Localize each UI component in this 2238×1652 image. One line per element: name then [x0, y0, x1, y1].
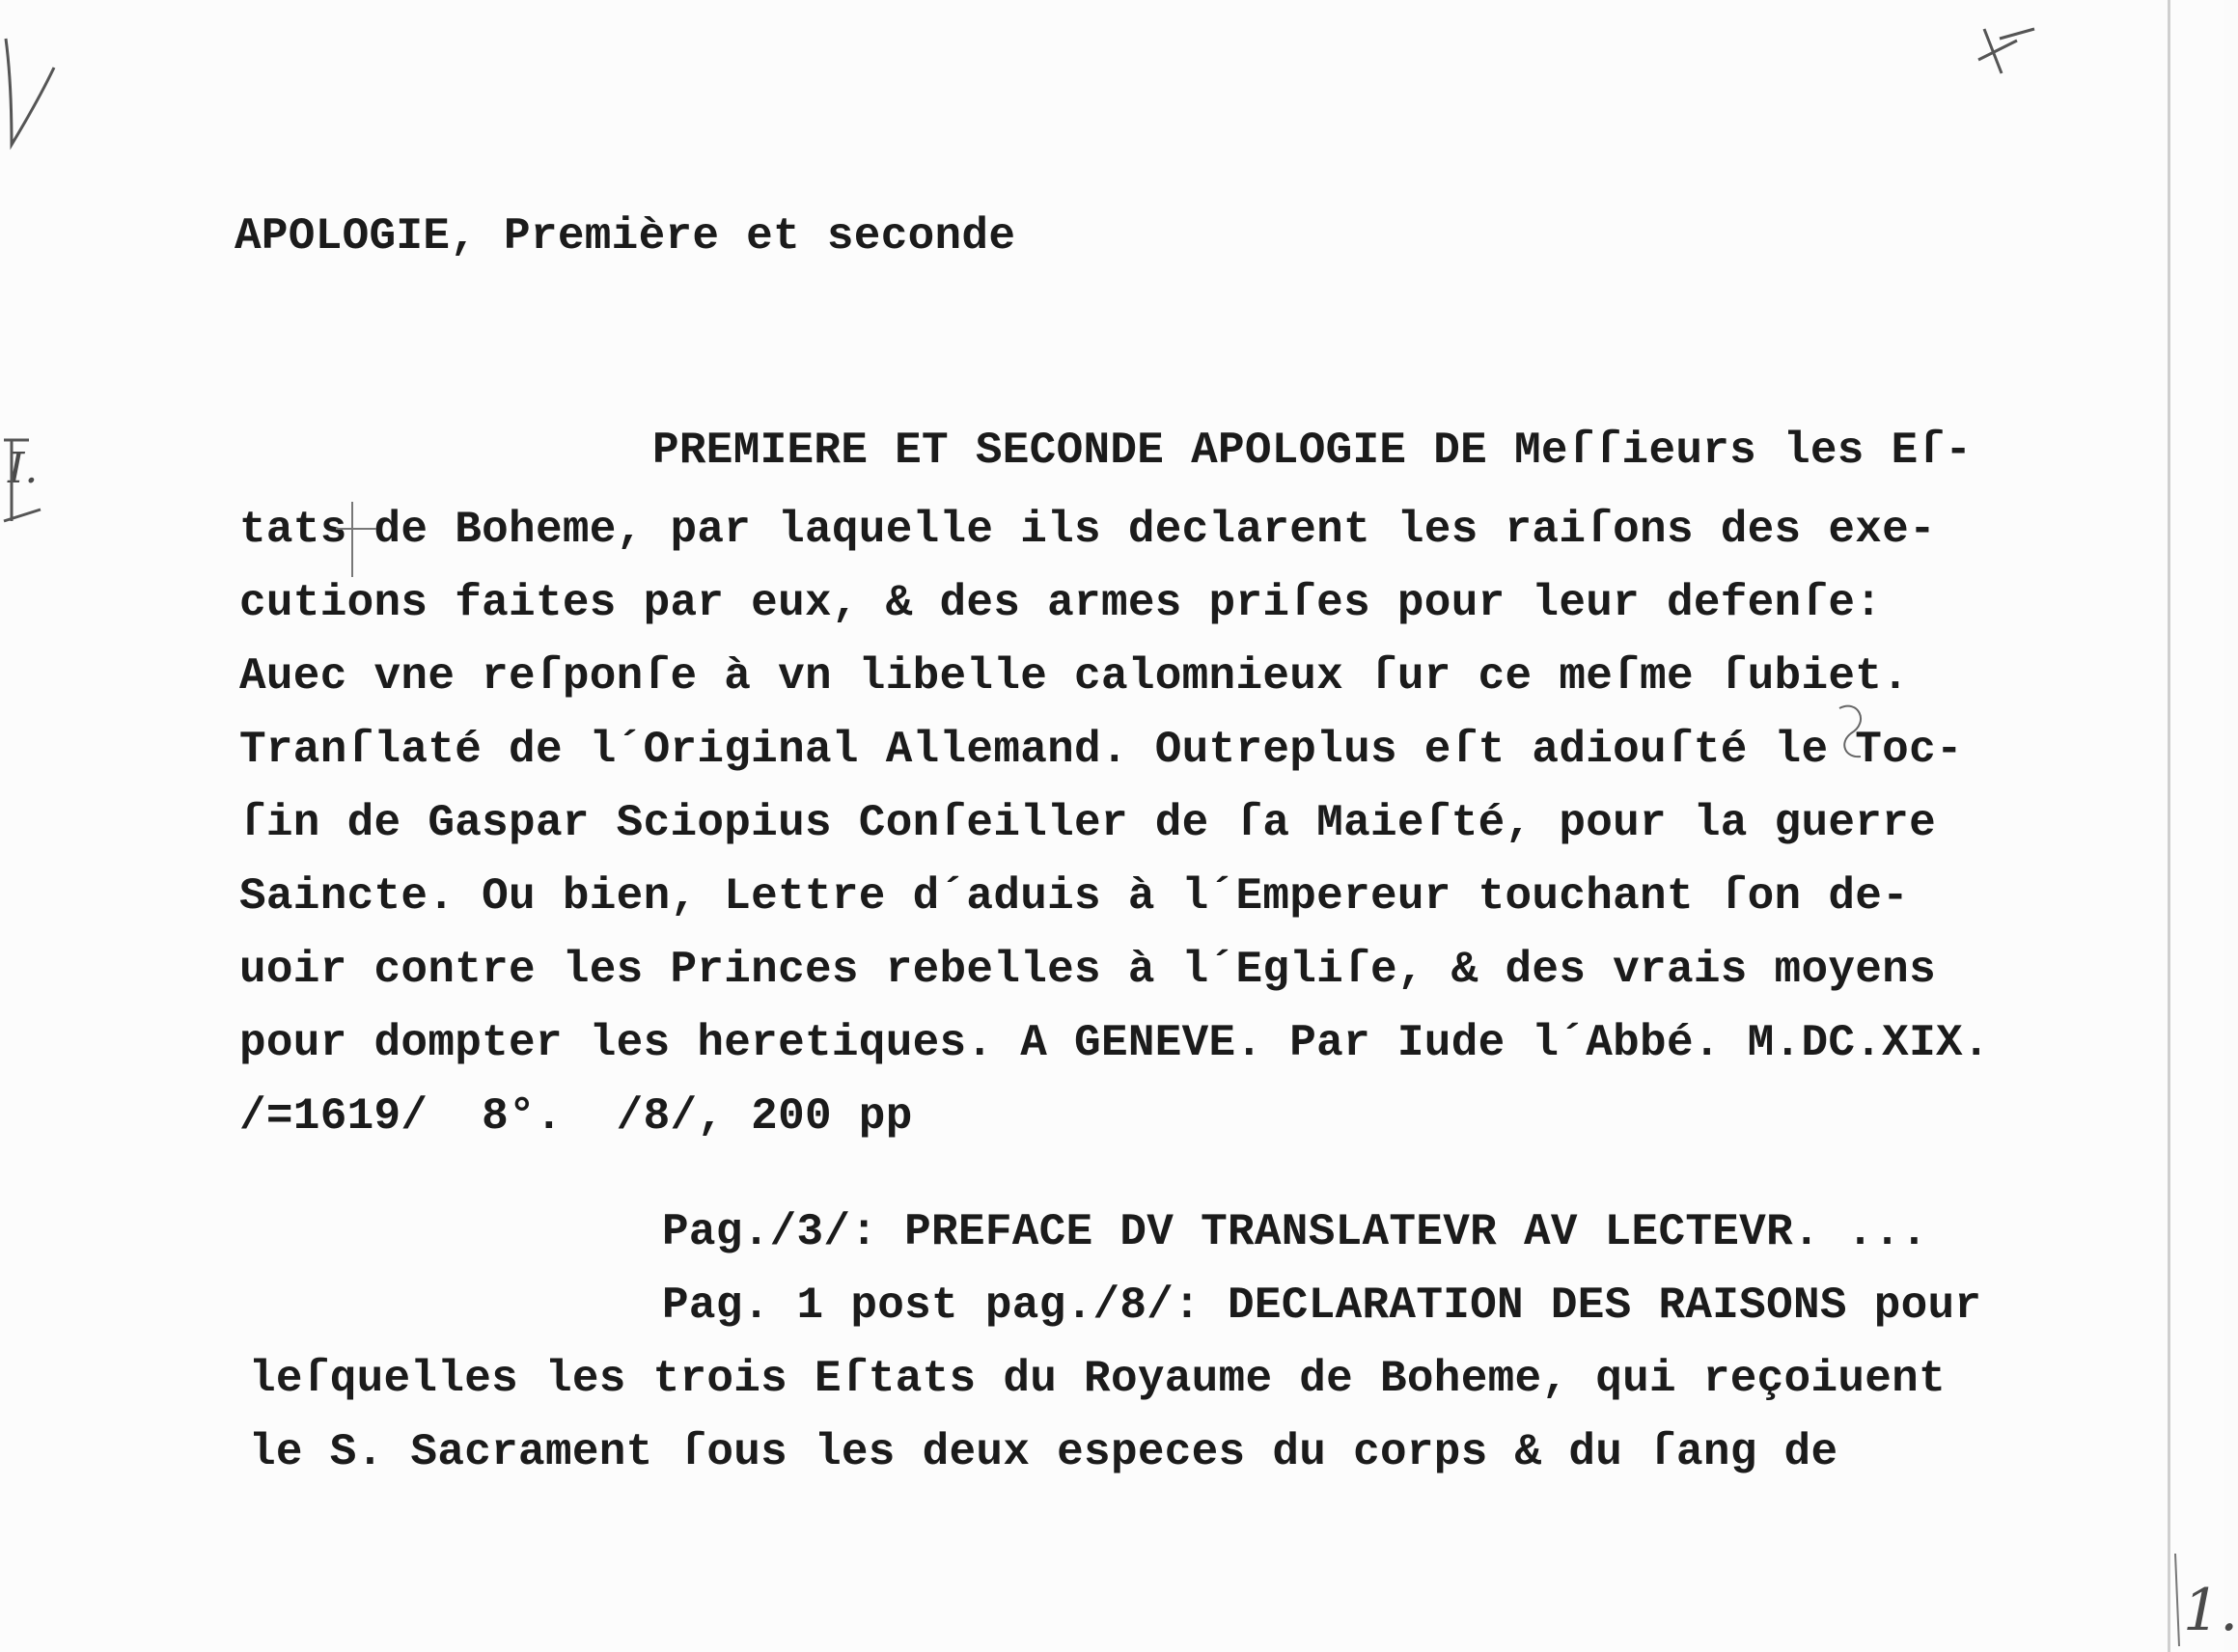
document-heading: APOLOGIE, Première et seconde [235, 211, 1016, 262]
margin-numeral: I. [8, 444, 39, 493]
entry-line-2: tats de Boheme, par laquelle ils declarent les raiſons des exe- [239, 505, 1936, 555]
page-edge-divider [2168, 0, 2170, 1652]
entry-line-10: /=1619/ 8°. /8/, 200 pp [239, 1091, 913, 1142]
entry-line-8: uoir contre les Princes rebelles à l´Egliſe, & des vrais moyens [239, 945, 1936, 995]
pagination-line-1: Pag./3/: PREFACE DV TRANSLATEVR AV LECTEVR. ... [662, 1207, 1928, 1257]
page-number: 1. [2183, 1577, 2238, 1644]
entry-line-6: ſin de Gaspar Sciopius Conſeiller de ſa Maieſté, pour la guerre [239, 798, 1936, 848]
edge-scratch-icon [2175, 1554, 2179, 1646]
entry-line-1: PREMIERE ET SECONDE APOLOGIE DE Meſſieurs les Eſ- [652, 426, 1973, 476]
entry-line-3: cutions faites par eux, & des armes priſes pour leur defenſe: [239, 578, 1883, 628]
pagination-line-2: Pag. 1 post pag./8/: DECLARATION DES RAISONS pour [662, 1280, 1982, 1331]
asterisk-mark-icon [1978, 29, 2034, 73]
pagination-line-3: leſquelles les trois Eſtats du Royaume de Boheme, qui reçoiuent [249, 1354, 1946, 1404]
entry-line-7: Saincte. Ou bien, Lettre d´aduis à l´Empereur touchant ſon de- [239, 871, 1910, 922]
entry-line-9: pour dompter les heretiques. A GENEVE. Par Iude l´Abbé. M.DC.XIX. [239, 1018, 1990, 1068]
check-mark-icon [6, 39, 54, 145]
entry-line-4: Auec vne reſponſe à vn libelle calomnieux ſur ce meſme ſubiet. [239, 651, 1910, 702]
pagination-line-4: le S. Sacrament ſous les deux especes du corps & du ſang de [249, 1427, 1838, 1477]
entry-line-5: Tranſlaté de l´Original Allemand. Outreplus eſt adiouſté le Toc- [239, 725, 1963, 775]
